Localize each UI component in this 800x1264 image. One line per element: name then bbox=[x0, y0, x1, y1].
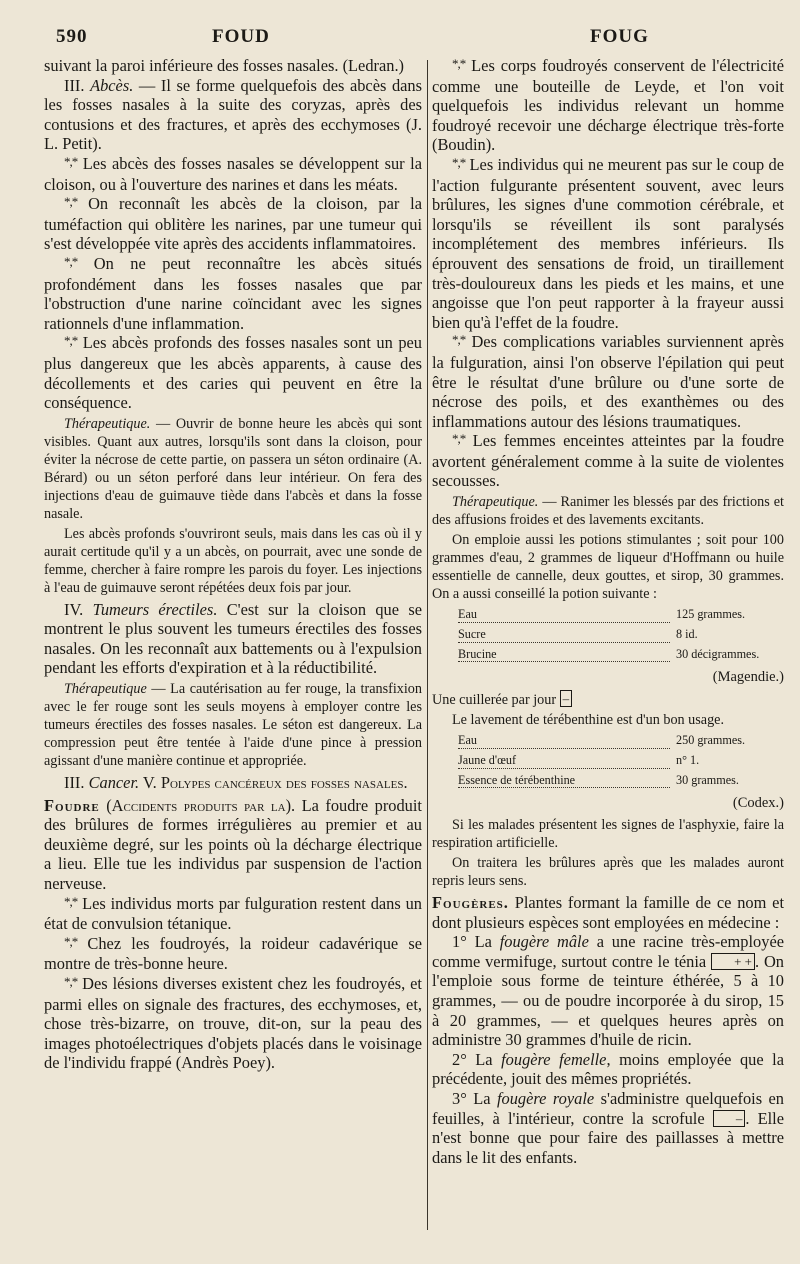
asterism-icon: *,* bbox=[64, 333, 78, 349]
column-divider bbox=[427, 60, 428, 1230]
therapeutique-paragraph: On emploie aussi les potions stimulantes ; soit pour 100 grammes d'eau, 2 grammes de liqueur d'Hoffmann ou huile essentielle de cannelle, deux gouttes, et sirop, 30 grammes. On a aussi conseillé la potion suivante : bbox=[432, 532, 784, 603]
asterism-icon: *,* bbox=[64, 893, 78, 909]
therapeutique-paragraph: Si les malades présentent les signes de l'asphyxie, faire la respiration artificielle. bbox=[432, 817, 784, 852]
therapeutique-paragraph: Thérapeutique. — Ouvrir de bonne heure les abcès qui sont visibles. Quant aux autres, lorsqu'ils sont dans la cloison, pour éviter la nécrose de cette partie, on passera un séton ordinaire (A. Bérard) ou un séton perforé dans leur intérieur. On fera des injections d'eau de guimauve tiède dans l'abcès et dans la fosse nasale. bbox=[44, 415, 422, 522]
asterism-icon: *,* bbox=[64, 253, 78, 269]
asterism-icon: *,* bbox=[452, 56, 466, 71]
header-left-word: FOUD bbox=[212, 26, 270, 47]
left-column bbox=[44, 56, 422, 1073]
paragraph-abces: III. Abcès. — Il se forme quelquefois des abcès dans les fosses nasales à la suite des coryzas, après des contusions et des fractures, et après des ecchymoses (J. L. Petit). bbox=[44, 75, 422, 154]
paragraph: suivant la paroi inférieure des fosses nasales. (Ledran.) bbox=[44, 56, 405, 75]
formula-row: Jaune d'œuf n° 1. bbox=[458, 752, 700, 767]
section-title: Cancer. bbox=[88, 773, 140, 793]
paragraph: *,* Les femmes enceintes atteintes par la foudre avortent généralement comme à la suite de violentes secousses. bbox=[432, 431, 784, 491]
header-right-word: FOUG bbox=[590, 26, 649, 47]
asterism-icon: *,* bbox=[452, 154, 466, 170]
source-citation: (Codex.) bbox=[732, 795, 784, 812]
right-column bbox=[432, 56, 784, 1167]
formula-row: Eau 250 grammes. bbox=[458, 733, 746, 748]
paragraph: *,* Des complications variables surviennent après la fulguration, ainsi l'on observe l'épilation qui peut être le résultat d'une brûlure ou d'une sorte de nécrose des poils, et des exanthèmes ou des inflammations autour des lésions traumatiques. bbox=[432, 332, 784, 431]
therapeutique-paragraph: Le lavement de térébenthine est d'un bon usage. bbox=[452, 712, 725, 729]
paragraph-fougere-male: 1° La fougère mâle a une racine très-employée comme vermifuge, surtout contre le ténia + + . On l'emploie sous forme de teinture éthérée, 5 à 10 grammes, — ou de poudre incorporée à du sirop, 15 à 20 grammes, — et quelques heures après on administre 30 grammes d'huile de ricin. bbox=[432, 932, 784, 1050]
paragraph: *,* Chez les foudroyés, la roideur cadavérique se montre de très-bonne heure. bbox=[44, 933, 422, 974]
asterism-icon: *,* bbox=[64, 974, 78, 989]
therapeutique-paragraph: Thérapeutique. — Ranimer les blessés par des frictions et des affusions froides et des lavements excitants. bbox=[432, 494, 784, 529]
entry-term: Fougères. bbox=[432, 893, 509, 913]
paragraph: *,* Les abcès profonds des fosses nasales sont un peu plus dangereux que les abcès apparents, à cause des décollements et des caries qui peuvent en être la conséquence. bbox=[44, 333, 422, 413]
paragraph-fougere-royale: 3° La fougère royale s'administre quelquefois en feuilles, à l'intérieur, contre la scrofule – . Elle n'est bonne que pour faire des paillasses à mettre dans le lit des enfants. bbox=[432, 1088, 784, 1167]
therapeutique-paragraph: Thérapeutique — La cautérisation au fer rouge, la transfixion avec le fer rouge sont les seuls moyens à employer contre les tumeurs érectiles des fosses nasales. Le séton est dangereux. La compression peut être tentée à l'aide d'une pince à pression agissant d'une manière continue et appropriée. bbox=[44, 681, 422, 770]
formula-row: Brucine 30 décigrammes. bbox=[458, 646, 760, 661]
sign-box-icon: – bbox=[713, 1110, 746, 1127]
paragraph: *,* Des lésions diverses existent chez les foudroyés, et parmi elles on signale des fractures, des ecchymoses, et, chose très-bizarre, on trouve, dit-on, sur la peau des images photoélectriques d'objets placés dans le voisinage de l'individu frappé (Andrès Poey). bbox=[44, 974, 422, 1073]
asterism-icon: *,* bbox=[452, 332, 466, 348]
paragraph: *,* Les abcès des fosses nasales se développent sur la cloison, ou à l'ouverture des narines et dans les méats. bbox=[44, 153, 422, 194]
sign-box-icon: + + bbox=[711, 953, 755, 970]
section-title: Tumeurs érectiles. bbox=[92, 599, 218, 619]
paragraph-fougere-femelle: 2° La fougère femelle, moins employée que la précédente, jouit des mêmes propriétés. bbox=[432, 1049, 784, 1089]
source-citation: (Magendie.) bbox=[712, 669, 784, 686]
formula-row: Sucre 8 id. bbox=[458, 626, 698, 641]
entry-fougeres: Fougères. Plantes formant la famille de ce nom et dont plusieurs espèces sont employées en médecine : bbox=[432, 893, 784, 932]
asterism-icon: *,* bbox=[64, 933, 78, 949]
paragraph: *,* On ne peut reconnaître les abcès situés profondément dans les fosses nasales que par l'obstruction d'une narine coïncidant avec les signes rationnels d'une inflammation. bbox=[44, 253, 422, 333]
asterism-icon: *,* bbox=[64, 194, 78, 210]
running-header bbox=[0, 26, 800, 54]
therapeutique-paragraph: On traitera les brûlures après que les malades auront repris leurs sens. bbox=[432, 855, 784, 890]
paragraph-cancer: III. Cancer. V. Polypes cancéreux des fosses nasales. bbox=[64, 773, 408, 793]
paragraph: *,* Les individus qui ne meurent pas sur le coup de l'action fulgurante présentent souvent, avec leurs brûlures, les signes d'une commotion cérébrale, et lorsqu'ils se réveillent ils sont paralysés incomplétement des membres inférieurs. Ils éprouvent des sensations de froid, un tiraillement très-douloureux dans les pieds et les mains, et une angoisse que l'on peut rapporter à la frayeur aussi bien qu'à l'effet de la foudre. bbox=[432, 154, 784, 332]
formula-row: Essence de térébenthine 30 grammes. bbox=[458, 772, 739, 787]
sign-box-icon: – bbox=[560, 690, 573, 707]
page-number: 590 bbox=[56, 26, 88, 47]
asterism-icon: *,* bbox=[452, 431, 466, 447]
asterism-icon: *,* bbox=[64, 153, 78, 169]
formula-lavement bbox=[458, 733, 784, 792]
dose-line: Une cuillerée par jour – bbox=[432, 690, 784, 709]
paragraph-tumeurs: IV. Tumeurs érectiles. C'est sur la cloison que se montrent le plus souvent les tumeurs érectiles des fosses nasales. On les reconnaît aux battements ou à l'expulsion pendant les efforts d'expiration et à la réductibilité. bbox=[44, 599, 422, 678]
entry-foudre: Foudre (Accidents produits par la). La foudre produit des brûlures de formes irrégulières au premier et au deuxième degré, sur les points où la décharge électrique a lieu. Elle tue les individus par suspension de l'action nerveuse. bbox=[44, 795, 422, 894]
paragraph: *,* On reconnaît les abcès de la cloison, par la tuméfaction qui oblitère les narines, par une tumeur qui s'est développée vite après des accidents inflammatoires. bbox=[44, 194, 422, 254]
entry-term: Foudre bbox=[44, 795, 100, 815]
paragraph: *,* Les individus morts par fulguration restent dans un état de convulsion tétanique. bbox=[44, 893, 422, 934]
therapeutique-paragraph: Les abcès profonds s'ouvriront seuls, mais dans les cas où il y aurait certitude qu'il y a un abcès, on pourrait, avec une sonde de femme, chercher à faire rompre les parois du foyer. Les injections à l'eau de guimauve seront répétées deux fois par jour. bbox=[44, 525, 422, 596]
formula-row: Eau 125 grammes. bbox=[458, 607, 746, 622]
formula-potion bbox=[458, 607, 784, 666]
paragraph: *,* Les corps foudroyés conservent de l'électricité comme une bouteille de Leyde, et l'on voit quelquefois les individus relevant un homme foudroyé recevoir une décharge électrique très-forte (Boudin). bbox=[432, 56, 784, 155]
section-title: Abcès. bbox=[90, 75, 134, 95]
